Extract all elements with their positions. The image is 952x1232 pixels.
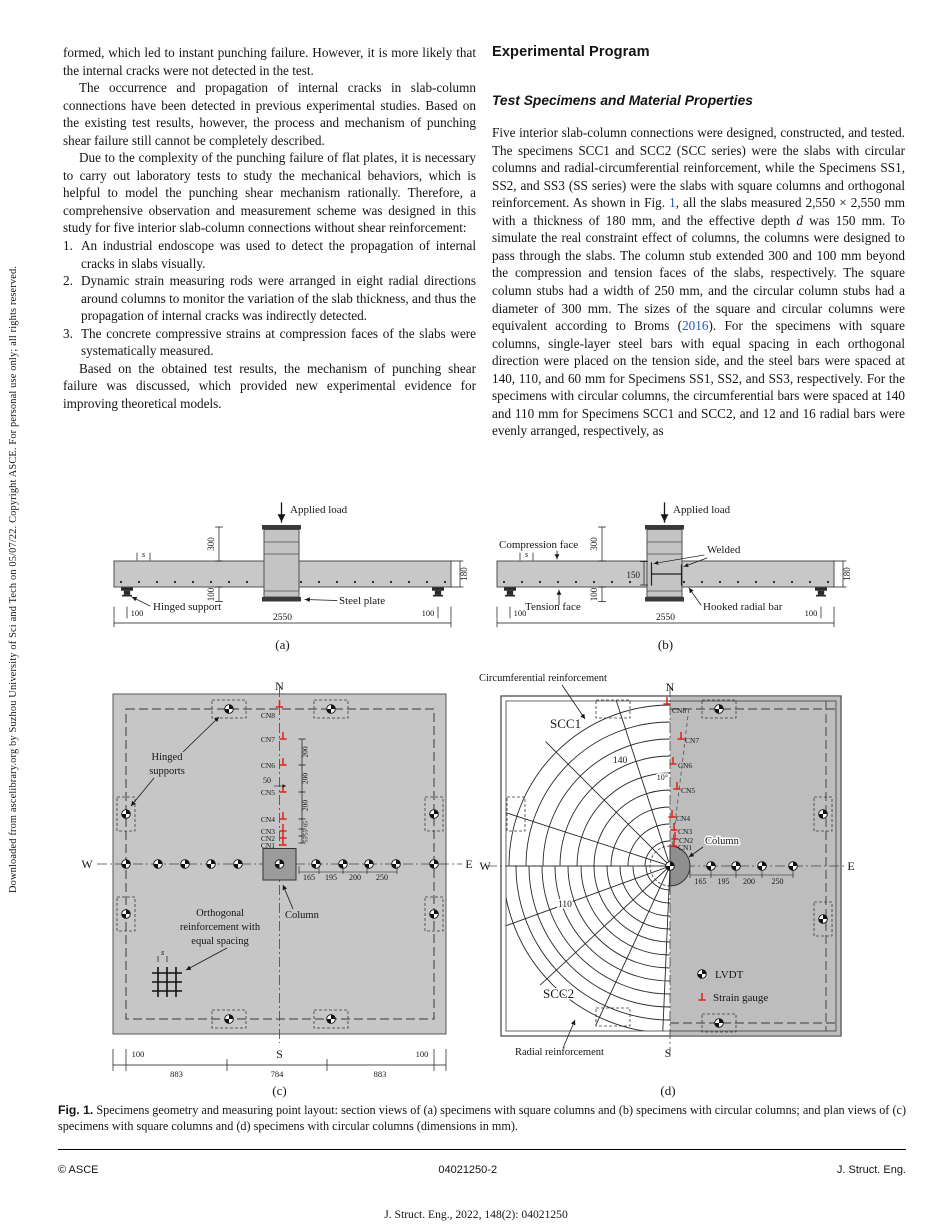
subfigure-label: (d) (660, 1083, 676, 1098)
dim-label: 140 (613, 756, 628, 766)
label: Hooked radial bar (703, 601, 783, 613)
body-text: , all the slabs measured 2,550 × 2,550 mm with a thickness of 180 mm, and the effective depth (492, 195, 905, 228)
specimen-label: SCC2 (543, 986, 575, 1001)
lvdt-icon (430, 910, 439, 919)
lvdt-icon (430, 860, 439, 869)
lvdt-icon (758, 862, 767, 871)
lvdt-icon (207, 860, 216, 869)
lvdt-icon (181, 860, 190, 869)
lvdt-icon (154, 860, 163, 869)
footer-page-id: 04021250-2 (438, 1164, 498, 1176)
compass-south: S (664, 1046, 672, 1060)
list-text: Dynamic strain measuring rods were arranged in eight radial directions around columns to monitor the variation of the slab thickness, and thus the propagation of internal cracks was indirectly detected. (81, 273, 476, 324)
label: Radial reinforcement (515, 1047, 604, 1058)
subfigure-b (497, 503, 852, 652)
dim-label: 180 (459, 567, 469, 581)
citation-line: J. Struct. Eng., 2022, 148(2): 04021250 (384, 1208, 568, 1221)
dim-label: 150 (626, 570, 640, 580)
label: reinforcement with (179, 922, 261, 933)
lvdt-icon (715, 1019, 724, 1028)
subfigure-c (81, 679, 472, 1098)
dim-label: 100 (415, 1049, 429, 1059)
lvdt-icon (819, 915, 828, 924)
hinged-support-icon (504, 588, 516, 597)
column-stub (264, 530, 299, 598)
list-text: An industrial endoscope was used to detect the propagation of internal cracks in slabs visually. (81, 238, 476, 271)
compass-east: E (847, 859, 855, 873)
list-number: 2. (63, 273, 73, 289)
column-stub (647, 530, 682, 598)
hinged-support-icon (815, 588, 827, 597)
label: Column (705, 836, 739, 847)
lvdt-icon (225, 705, 234, 714)
lvdt-icon (698, 970, 707, 979)
compass-west: W (479, 859, 491, 873)
footer-journal: J. Struct. Eng. (836, 1164, 906, 1176)
compass-west: W (81, 857, 93, 871)
dim-label: s (141, 549, 146, 559)
paragraph (492, 124, 905, 440)
list-item (63, 237, 476, 272)
compass-east: E (465, 857, 473, 871)
dim-label: 100 (130, 608, 144, 618)
dim-label: 2550 (656, 613, 675, 623)
lvdt-icon (234, 860, 243, 869)
lvdt-icon (122, 910, 131, 919)
dim-label: 200 (743, 877, 755, 886)
gauge-label: CN6 (260, 761, 275, 770)
dim-label: 250 (376, 873, 388, 882)
subfigure-label: (c) (272, 1083, 287, 1098)
lvdt-icon (327, 705, 336, 714)
list-text: The concrete compressive strains at compression faces of the slabs were systematically measured. (81, 325, 476, 359)
caption-label: Fig. 1. (58, 1103, 94, 1117)
dim-label: 195 (325, 873, 337, 882)
dim-label: 200 (349, 873, 361, 882)
dim-label: 100 (206, 587, 216, 602)
gauge-label: CN2 (260, 834, 275, 843)
label: Compression face (499, 539, 579, 551)
gauge-label: CN4 (676, 814, 691, 823)
label: Column (285, 910, 319, 921)
label: Hinged support (153, 601, 222, 613)
specimen-label: SCC1 (550, 716, 582, 731)
gauge-label: CN7 (260, 735, 275, 744)
dim-label: 200 (300, 799, 310, 812)
lvdt-icon (365, 860, 374, 869)
figure-reference-link[interactable]: 1 (669, 195, 676, 211)
dim-label: 300 (589, 537, 599, 551)
gauge-label: CN7 (685, 736, 700, 745)
dim-label: 250 (771, 877, 784, 886)
hinged-support-icon (432, 588, 444, 597)
gauge-label: CN5 (681, 786, 696, 795)
list-number: 3. (63, 325, 73, 341)
dim-label: 110 (558, 900, 572, 910)
label: Steel plate (339, 595, 386, 607)
label: Hinged (151, 752, 183, 763)
subfigure-a (114, 503, 469, 652)
section-heading: Experimental Program (492, 44, 650, 60)
figure-caption (58, 1102, 906, 1135)
label: Orthogonal (196, 908, 244, 919)
body-text: ). For the specimens with square columns, single-layer steel bars with equal spacing in each orthogonal direction were placed on the tension side, and the steel bars were spaced at 140, 110, and 60 mm for Specimens SS1, SS2, and SS3, respectively. For the specimens with circular columns, the circumferential bars were spaced at 140 and 110 mm for Specimens SCC1 and SCC2, and 12 and 16 radial bars were evenly arranged, respectively, as (492, 318, 905, 439)
dim-label: 100 (131, 1049, 145, 1059)
dim-label: s (524, 549, 529, 559)
sidebar-download-notice: Downloaded from ascelibrary.org by Suzhou University of Sci and Tech on 05/07/22. Copyright ASCE. For personal use only; all rights reserved. (8, 265, 19, 893)
dim-label: 100 (421, 608, 435, 618)
lvdt-icon (707, 862, 716, 871)
label: Circumferential reinforcement (479, 673, 607, 684)
caption-text: Specimens geometry and measuring point layout: section views of (a) specimens with square columns and (b) specimens with circular columns; and plan views of (c) specimens with square columns and (d) specimens with circular columns (dimensions in mm). (58, 1103, 907, 1134)
paragraph: Due to the complexity of the punching failure of flat plates, it is necessary to carry out laboratory tests to study the mechanical behaviors, which is helpful to model the punching shear mechanism rationally. Therefore, a comprehensive observation and measurement scheme was designed in this study for five interior slab-column connections without shear reinforcement: (63, 150, 476, 236)
paragraph: Based on the obtained test results, the mechanism of punching shear failure was discussed, which provided new experimental evidence for improving theoretical models. (63, 360, 476, 411)
footer-rule (58, 1149, 906, 1150)
dim-label: s (160, 948, 165, 957)
lvdt-icon (789, 862, 798, 871)
steel-plate (645, 597, 684, 602)
paragraph: formed, which led to instant punching failure. However, it is more likely that the internal cracks were not detected in the test. (63, 45, 476, 78)
dim-label: 50 (263, 776, 271, 785)
lvdt-icon (392, 860, 401, 869)
compass-north: N (665, 680, 675, 694)
subfigure-label: (a) (275, 637, 290, 652)
angle-label: 10° (656, 773, 668, 782)
dim-label: 165 (303, 873, 315, 882)
lvdt-icon (225, 1015, 234, 1024)
dim-label: 180 (842, 567, 852, 581)
dim-label: 100 (513, 608, 527, 618)
dim-label: 100 (589, 587, 599, 602)
lvdt-icon (666, 862, 675, 871)
subsection-heading: Test Specimens and Material Properties (492, 92, 753, 108)
page-footer (58, 1164, 906, 1176)
paragraph: The occurrence and propagation of internal cracks in slab-column connections have been detected in previous experimental studies. Based on the existing test results, however, the process and mechanism of punching shear failure still cannot be completely described. (63, 80, 476, 148)
gauge-label: CN8 (260, 711, 275, 720)
variable-d: d (796, 212, 803, 228)
lvdt-icon (819, 810, 828, 819)
dim-label: 195 (717, 877, 730, 886)
lvdt-icon (732, 862, 741, 871)
dim-label: 85 (303, 821, 310, 827)
list-number: 1. (63, 238, 73, 254)
dim-label: 883 (373, 1069, 387, 1079)
label: supports (149, 766, 185, 777)
legend-label: Strain gauge (713, 992, 769, 1004)
figure-1 (57, 497, 909, 1107)
lvdt-icon (430, 810, 439, 819)
loading-plate (645, 525, 684, 530)
steel-plate (262, 597, 301, 602)
hinged-support-icon (121, 588, 133, 597)
body-text: was 150 mm. To simulate the real constraint effect of columns, the columns were designed to pass through the slabs. The column stub extended 300 and 100 mm beyond the compression and tension faces of the slabs, respectively. The square column stubs had a width of 250 mm, and the circular column stubs had a diameter of 300 mm. The sizes of the square and circular columns were equivalent according to Broms ( (492, 212, 905, 334)
dim-label: 200 (300, 746, 310, 758)
lvdt-icon (715, 705, 724, 714)
label: equal spacing (191, 936, 249, 947)
dim-label: 165 (694, 877, 707, 886)
legend-label: LVDT (715, 969, 744, 981)
gauge-label: CN1 (678, 843, 693, 852)
label: Welded (707, 544, 741, 556)
gauge-label: CN5 (260, 788, 275, 797)
gauge-label: CN8 (672, 706, 687, 715)
left-text-column (63, 44, 476, 412)
subfigure-d (479, 673, 855, 1098)
gauge-label: CN2 (679, 836, 694, 845)
list-item (63, 272, 476, 325)
gauge-label: CN3 (260, 827, 275, 836)
dim-label: 100 (804, 608, 818, 618)
gauge-label: CN6 (678, 761, 693, 770)
gauge-label: CN1 (260, 841, 275, 850)
label: Tension face (525, 601, 581, 613)
dim-label: 883 (170, 1069, 183, 1079)
right-text-column (492, 44, 905, 440)
list-item (63, 325, 476, 360)
lvdt-icon (327, 1015, 336, 1024)
label: Applied load (673, 504, 731, 516)
dim-label: 2550 (273, 613, 292, 623)
compass-south: S (276, 1047, 283, 1061)
dim-label: 55 (303, 836, 310, 843)
subfigure-label: (b) (657, 637, 674, 652)
dim-label: 55 (303, 829, 310, 836)
dim-label: 200 (300, 772, 310, 785)
dim-label: 300 (206, 537, 216, 551)
gauge-label: CN3 (678, 827, 693, 836)
gauge-label: CN4 (260, 815, 275, 824)
dim-label: 784 (270, 1069, 284, 1079)
lvdt-icon (122, 860, 131, 869)
body-text: Five interior slab-column connections were designed, constructed, and tested. The specimens SCC1 and SCC2 (SCC series) were the slabs with circular columns and radial-circumferential reinforcement, while the Specimens SS1, SS2, and SS3 (SS series) were the slabs with square columns and orthogonal reinforcement. As shown in Fig. (492, 125, 905, 211)
loading-plate (262, 525, 301, 530)
label: Applied load (290, 504, 348, 516)
lvdt-icon (275, 860, 284, 869)
citation-link[interactable]: 2016 (682, 318, 709, 334)
footer-copyright: © ASCE (58, 1164, 99, 1176)
lvdt-icon (122, 810, 131, 819)
compass-north: N (275, 679, 284, 693)
